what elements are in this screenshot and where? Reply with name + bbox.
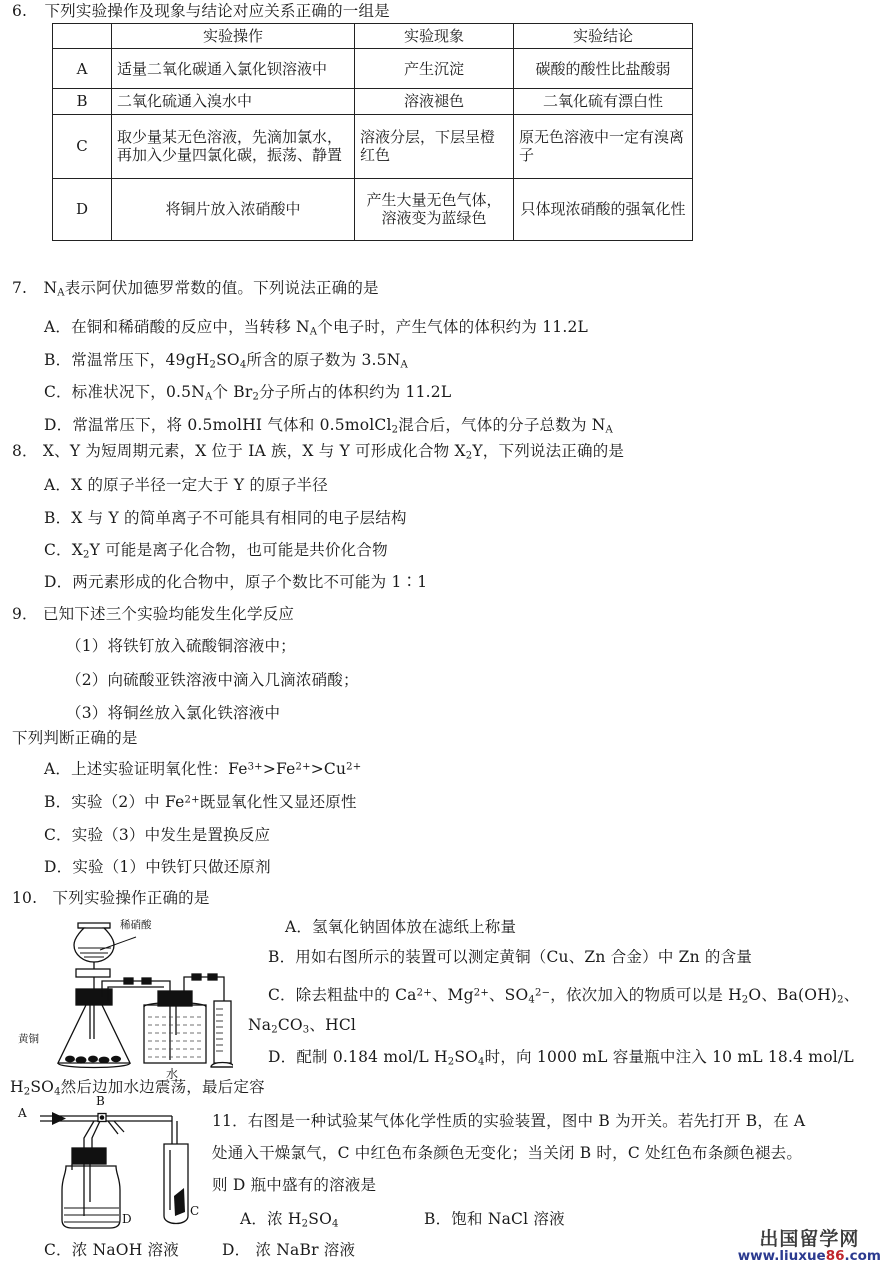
question-9-option-a: A．上述实验证明氧化性：$Fe^{3+}>Fe^{2+}>Cu^{2+}$ — [44, 760, 362, 778]
table-row — [53, 89, 693, 114]
question-7-option-c: C．标准状况下，$0.5N_A$个 $Br_2$分子所占的体积约为 11.2L — [44, 383, 452, 403]
question-7-option-d: D．常温常压下，将 0.5molHI 气体和 0.5molCl$_2$混合后，气体的分子总数为 $N_A$ — [44, 416, 614, 436]
brass-nitric-acid-apparatus-figure — [18, 915, 233, 1080]
question-6-stem: 下列实验操作及现象与结论对应关系正确的一组是 — [44, 2, 390, 20]
watermark-url-suffix: .com — [844, 1247, 881, 1264]
row-label-b: B — [53, 89, 112, 114]
figure-label-dilute-nitric-acid: 稀硝酸 — [120, 919, 152, 931]
question-9-stem: 已知下述三个实验均能发生化学反应 — [42, 605, 295, 623]
question-9-number: 9． — [12, 605, 38, 623]
question-8-option-c: C．$X_2Y$ 可能是离子化合物，也可能是共价化合物 — [44, 541, 388, 561]
question-11-option-b: B．饱和 NaCl 溶液 — [424, 1210, 565, 1228]
question-9-lead-in: 下列判断正确的是 — [12, 729, 138, 747]
question-9-subitem-2: （2）向硫酸亚铁溶液中滴入几滴浓硝酸； — [66, 671, 359, 689]
figure-label-inlet-a: A — [18, 1106, 27, 1120]
row-phenomenon-b: 溶液褪色 — [355, 89, 514, 114]
question-10-stem: 下列实验操作正确的是 — [52, 889, 210, 907]
apparatus-drawing — [18, 915, 233, 1080]
question-8-number: 8． — [12, 442, 38, 460]
question-10-number: 10. — [12, 889, 38, 907]
question-11-option-a: A．浓 $H_2SO_4$ — [240, 1210, 339, 1230]
figure-label-valve-b: B — [96, 1094, 105, 1108]
figure-label-water: 水 — [166, 1067, 179, 1081]
row-label-d: D — [53, 178, 112, 240]
question-6-stem-line — [12, 4, 390, 20]
watermark-site-name: 出国留学网 — [759, 1227, 860, 1250]
chlorine-gas-test-apparatus-figure — [18, 1094, 217, 1236]
question-11-option-c: C．浓 NaOH 溶液 — [44, 1241, 179, 1259]
apparatus-drawing-2 — [22, 1104, 217, 1236]
question-6-table — [52, 23, 693, 241]
question-9-option-b: B．实验（2）中 $Fe^{2+}$既显氧化性又显还原性 — [44, 793, 357, 811]
question-7-number: 7. — [12, 279, 28, 297]
figure-label-tube-c: C — [190, 1204, 200, 1218]
question-10-option-c: C．除去粗盐中的 $Ca^{2+}$、$Mg^{2+}$、$SO_4^{2-}$，依次加入的物质可以是 $H_2O$、$Ba(OH)_2$、 — [268, 986, 860, 1006]
question-8-option-a: A．X 的原子半径一定大于 Y 的原子半径 — [44, 476, 328, 494]
table-row — [53, 49, 693, 89]
row-phenomenon-c: 溶液分层，下层呈橙红色 — [355, 114, 514, 178]
watermark-url-prefix: www.liuxue — [737, 1247, 826, 1264]
table-header-conclusion: 实验结论 — [514, 24, 693, 49]
question-9-option-c: C．实验（3）中发生是置换反应 — [44, 826, 271, 844]
table-header-row — [53, 24, 693, 49]
question-11-stem-line-1: 11．右图是一种试验某气体化学性质的实验装置，图中 B 为开关。若先打开 B，在 A — [212, 1112, 806, 1130]
figure-label-bottle-d: D — [122, 1212, 132, 1226]
row-label-c: C — [53, 114, 112, 178]
table-header-operation: 实验操作 — [112, 24, 355, 49]
question-6-number: 6. — [12, 2, 28, 20]
row-conclusion-c: 原无色溶液中一定有溴离子 — [514, 114, 693, 178]
question-8-option-d: D．两元素形成的化合物中，原子个数比不可能为 1∶1 — [44, 573, 428, 591]
row-operation-d: 将铜片放入浓硝酸中 — [112, 178, 355, 240]
row-operation-b: 二氧化硫通入溴水中 — [112, 89, 355, 114]
row-operation-a: 适量二氧化碳通入氯化钡溶液中 — [112, 49, 355, 89]
watermark — [737, 1227, 881, 1264]
table-header-phenomenon: 实验现象 — [355, 24, 514, 49]
watermark-url-highlight: 86 — [825, 1247, 845, 1264]
question-9-stem-line — [12, 607, 294, 623]
row-conclusion-d: 只体现浓硝酸的强氧化性 — [514, 178, 693, 240]
table-row — [53, 114, 693, 178]
row-operation-c: 取少量某无色溶液，先滴加氯水，再加入少量四氯化碳，振荡、静置 — [112, 114, 355, 178]
question-10-option-b: B．用如右图所示的装置可以测定黄铜（Cu、Zn 合金）中 Zn 的含量 — [268, 948, 753, 966]
question-7-option-a: A．在铜和稀硝酸的反应中，当转移 $N_A$个电子时，产生气体的体积约为 11.2L — [44, 318, 588, 338]
row-label-a: A — [53, 49, 112, 89]
question-9-subitem-1: （1）将铁钉放入硫酸铜溶液中； — [66, 637, 296, 655]
question-8-stem-line — [12, 444, 624, 462]
question-11-stem-line-2: 处通入干燥氯气，C 中红色布条颜色无变化；当关闭 B 时，C 处红色布条颜色褪去。 — [212, 1144, 803, 1162]
question-11-stem-line-3: 则 D 瓶中盛有的溶液是 — [212, 1176, 377, 1194]
question-9-subitem-3: （3）将铜丝放入氯化铁溶液中 — [66, 704, 281, 722]
question-10-option-a: A．氢氧化钠固体放在滤纸上称量 — [285, 918, 517, 936]
question-7-stem: $N_A$表示阿伏加德罗常数的值。下列说法正确的是 — [43, 279, 379, 299]
figure-label-brass: 黄铜 — [18, 1033, 39, 1045]
table-header-blank — [53, 24, 112, 49]
table-row — [53, 178, 693, 240]
question-10-option-c-cont: $Na_2CO_3$、HCl — [248, 1016, 357, 1036]
row-phenomenon-d: 产生大量无色气体，溶液变为蓝绿色 — [355, 178, 514, 240]
question-10-option-d-cont: $H_2SO_4$然后边加水边震荡，最后定容 — [10, 1078, 265, 1098]
question-9-option-d: D．实验（1）中铁钉只做还原剂 — [44, 858, 271, 876]
question-7-option-b: B．常温常压下，$49gH_2SO_4$所含的原子数为 $3.5N_A$ — [44, 351, 408, 371]
row-conclusion-b: 二氧化硫有漂白性 — [514, 89, 693, 114]
question-11-option-d: D． 浓 NaBr 溶液 — [222, 1241, 356, 1259]
question-8-option-b: B．X 与 Y 的简单离子不可能具有相同的电子层结构 — [44, 509, 407, 527]
question-10-option-d: D．配制 0.184 mol/L $H_2SO_4$时，向 1000 mL 容量瓶中注入 10 mL 18.4 mol/L — [268, 1048, 854, 1068]
row-conclusion-a: 碳酸的酸性比盐酸弱 — [514, 49, 693, 89]
row-phenomenon-a: 产生沉淀 — [355, 49, 514, 89]
question-8-stem: X、Y 为短周期元素，X 位于 IA 族，X 与 Y 可形成化合物 $X_2Y$，下列说法正确的是 — [42, 442, 625, 462]
question-7-stem-line — [12, 281, 379, 299]
watermark-url — [737, 1247, 881, 1264]
question-10-stem-line — [12, 891, 210, 907]
